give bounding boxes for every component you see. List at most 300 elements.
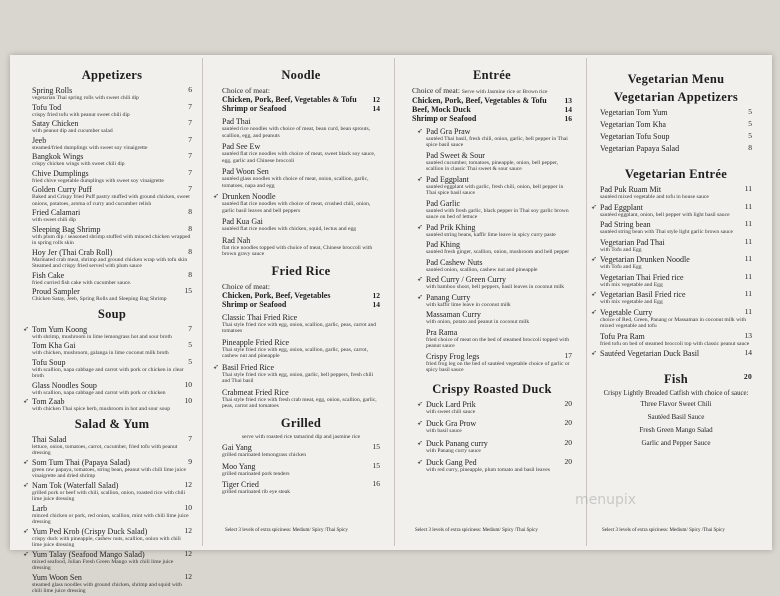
menu-item [32,435,192,457]
item-price: 12 [184,571,192,581]
item-description: sautéed string bean with Thai style light garlic brown sauce [600,229,734,235]
menu-item [600,220,752,236]
item-price: 7 [188,151,192,160]
item-name: Bangkok Wings [32,152,84,161]
menu-item [222,142,380,164]
seafood-price: 16 [564,113,572,123]
item-name: ➶ Vegetarian Basil Fried rice [600,290,686,299]
meat-line [222,291,380,300]
item-name: ➶ Som Tum Thai (Papaya Salad) [32,457,131,467]
item-price: 9 [188,456,192,466]
menu-item [32,458,192,480]
item-name: ➶ Duck Lard Prik [426,399,476,409]
seafood-price: 14 [372,299,380,309]
item-description: sautéed eggplant, onion, bell pepper with light basil sauce [600,211,730,218]
item-price: 11 [744,306,752,316]
seafood-line [222,300,380,309]
vegetarian-menu-heading: Vegetarian Menu [627,72,725,86]
item-name: ➶ Panang Curry [426,292,471,302]
fish-sauce: Three Flavor Sweet Chili [640,400,712,408]
item-name: Pad Khing [426,240,460,249]
mock-price: 14 [564,104,572,114]
item-description: choice of Red, Green, Panang or Massaman in coconut milk with mixed vegetable and tofu [600,316,747,329]
item-description: mixed seafood, Julian Fresh Green Mango with chili lime juice dressing [32,558,174,571]
menu-item [600,273,752,289]
item-name: Tofu Pra Ram [600,331,645,341]
item-price: 7 [188,134,192,144]
column-appetizers [32,66,192,596]
item-price: 7 [188,184,192,193]
item-name: Pad String bean [600,220,651,229]
item-price: 5 [188,340,192,349]
item-name: Crabmeat Fried Rice [222,387,289,397]
menu-item [32,325,192,341]
menu-item [426,293,572,309]
item-price: 15 [184,286,192,295]
spice-note: Select 3 levels of extra spiciness: Medium/ Spicy /Thai Spicy [415,528,538,533]
item-description: fried tofu on bed of steamed broccoli top with classic peanut sauce [600,340,750,347]
item-description: green raw papaya, tomatoes, string bean, peanut with chili lime juice vinaigrette and dried shrimp [32,466,186,479]
menu-item [222,338,380,360]
item-name: Tofu Soup [32,357,66,367]
grilled-subtitle: serve with roasted rice tamarind dip and jasmine rice [241,433,361,440]
item-price: 16 [372,479,380,488]
menu-item [222,167,380,189]
menu-item [32,287,192,303]
entree-heading: Entrée [473,68,511,82]
menu-item [426,127,572,149]
item-name: Vegetarian Tom Kha [600,120,666,129]
choice-of-meat [222,86,380,95]
item-description: fried choice of meat on the bed of steamed broccoli topped with peanut sauce [426,336,570,349]
item-name: ➶ Yum Ped Krob (Crispy Duck Salad) [32,526,148,536]
menu-item [222,236,380,258]
item-price: 7 [188,433,192,443]
item-description: crispy chicken wings with sweet chili dip [32,161,125,167]
menu-item [600,120,752,129]
menu-item [426,328,572,350]
item-name: Pad Thai [222,117,251,126]
item-description: sautéed glass noodles with choice of meat, onion, scallion, garlic, tomatoes, napa and egg [222,176,369,189]
item-description: with Tofu and Egg [600,246,642,253]
menu-item [222,192,380,214]
item-name: Moo Yang [222,461,256,471]
item-description: fried chive vegetable dumplings with sweet soy vinaigrette [32,177,164,184]
item-description: with sweet chili dip [32,217,76,223]
menu-item [426,419,572,435]
item-description: with shrimp, mushroom in lime lemongrass hot and sour broth [32,333,172,340]
menu-item [32,504,192,526]
item-name: ➶ Pad Eggplant [426,174,469,184]
meat-label: Chicken, Pork, Beef, Vegetables [222,290,331,300]
meat-line [222,95,380,104]
item-description: with red curry, pineapple, plum tomato and basil leaves [426,467,550,473]
item-description: grilled pork or beef with chili, scallion, onion, roasted rice with chili lime juice dressing [32,489,186,502]
menu-item [222,217,380,233]
menu-item [222,388,380,410]
item-price: 20 [564,437,572,447]
item-name: Tom Kha Gai [32,341,76,350]
item-description: with onion, potato and peanut in coconut milk [426,319,530,325]
item-description: grilled marinated pork tenders [222,470,290,477]
item-name: Vegetarian Thai Fried rice [600,272,684,282]
menu-item [222,117,380,139]
fish-price: 20 [743,372,752,381]
fish-subtitle: Crispy Lightly Breaded Catfish with choice of sauce: [603,390,749,397]
item-description: grilled marinated lemongrass chicken [222,452,307,458]
soup-heading: Soup [97,306,127,321]
item-price: 17 [564,350,572,360]
menu-item [426,352,572,374]
item-name: ➶ Tom Yum Koong [32,324,88,334]
fish-sauce: Fresh Green Mango Salad [639,426,713,434]
item-price: 8 [188,246,192,256]
item-name: ➶ Duck Panang curry [426,438,488,448]
item-description: sautéed eggplant with garlic, fresh chili, onion, bell pepper in Thai spice basil sauce [426,183,564,196]
item-price: 10 [184,396,192,405]
item-price: 12 [184,548,192,558]
item-description: with peanut dip and cucumber salad [32,128,113,134]
item-description: sautéed mixed vegetable and tofu in house sauce [600,194,709,200]
item-name: ➶ Sautéed Vegetarian Duck Basil [600,349,700,358]
item-price: 8 [188,269,192,279]
item-description: with chicken Thai spice herb, mushroom in hot and sour soup [32,406,171,412]
menu-item [600,185,752,201]
menu-item [426,175,572,197]
menu-item [600,144,752,153]
spice-note: Select 3 levels of extra spiciness: Medium/ Spicy /Thai Spicy [225,528,348,533]
item-price: 5 [188,356,192,366]
item-description: Thai style fried rice with egg, onion, scallion, garlic, peas, carrot and tomatoes [222,321,377,334]
item-description: with Tofu and Egg [600,264,642,270]
item-description: fried curried fish cake with cucumber sauce. [32,279,132,286]
menu-item [32,573,192,595]
item-price: 11 [744,184,752,193]
item-price: 8 [748,143,752,152]
item-price: 6 [188,85,192,94]
seafood-label: Shrimp or Seafood [412,113,477,123]
item-price: 14 [744,348,752,357]
item-price: 11 [744,254,752,263]
item-description: Chicken Satay, Jeeb, Spring Rolls and Sleeping Bag Shrimp [32,296,167,302]
menu-item [222,363,380,385]
menu-item [426,240,572,256]
item-name: ➶ Pad Eggplant [600,202,643,212]
meat-price: 12 [372,290,380,300]
menu-item [600,290,752,306]
fish-heading [600,372,752,387]
item-description: with scallion, napa cabbage and carrot with pork or chicken in clear broth [32,366,184,379]
item-price: 7 [188,167,192,177]
item-description: minced chicken or pork, red onion, scallion, mint with chili lime juice dressing [32,512,189,525]
menu-item [600,203,752,219]
item-description: flat rice noodles topped with choice of meat, Chinese broccoli with brown gravy sauce [222,244,373,257]
choice-note: Serve with Jasmine rice or Brown rice [461,89,548,95]
fold-line [202,58,203,546]
item-name: Spring Rolls [32,86,73,95]
item-name: Fish Cake [32,270,65,280]
item-name: ➶ Red Curry / Green Curry [426,275,506,284]
menu-item [32,103,192,119]
fold-line [394,58,395,546]
meat-label: Chicken, Pork, Beef, Vegetables & Tofu [412,95,547,105]
item-name: ➶ Vegetable Curry [600,307,653,317]
item-price: 5 [748,107,752,116]
menu-item [32,550,192,572]
item-name: Fried Calamari [32,208,81,217]
menu-item [32,481,192,503]
item-price: 5 [748,131,752,140]
menu-item [32,358,192,380]
item-description: vegetarian Thai spring rolls with sweet chili dip [32,95,139,101]
item-price: 20 [564,457,572,466]
item-description: with chicken, mushroom, galanga in lime coconut milk broth [32,350,169,356]
vegetarian-entree-heading: Vegetarian Entrée [624,167,728,181]
item-name: Larb [32,503,48,513]
seafood-price: 14 [372,104,380,113]
fried-rice-heading: Fried Rice [271,263,331,278]
item-name: Vegetarian Tofu Soup [600,132,670,141]
item-name: Vegetarian Papaya Salad [600,144,680,153]
item-description: Thai style fried rice with egg, onion, scallion, garlic, peas, carrot, cashew nut and pineapple [222,346,369,359]
item-name: Rad Nah [222,235,251,245]
item-description: grilled marinated rib eye steak [222,489,291,495]
item-name: Pineapple Fried Rice [222,337,290,347]
item-name: Satay Chicken [32,119,79,128]
item-name: ➶ Drunken Noodle [222,192,276,201]
menu-item [426,275,572,291]
item-name: Gai Yang [222,443,252,452]
item-name: Thai Salad [32,434,67,444]
menu-item [426,458,572,474]
item-price: 7 [188,118,192,127]
menu-item [426,439,572,455]
item-price: 10 [184,379,192,389]
menu-item [32,381,192,397]
item-description: sautéed with fresh garlic, black pepper in Thai soy garlic brown sauce on bed of lettuce [426,207,569,220]
item-price: 13 [744,330,752,340]
item-name: Chive Dumplings [32,168,89,178]
menu-item [600,332,752,348]
menu-item [32,271,192,287]
meat-price: 12 [372,95,380,104]
fish-sauce: Sautéed Basil Sauce [647,413,705,421]
item-name: Pad Sweet & Sour [426,150,485,160]
menu-item [222,313,380,335]
item-description: with bamboo shoot, bell peppers, basil leaves in coconut milk [426,284,565,290]
item-price: 12 [184,479,192,489]
item-price: 11 [744,219,752,228]
item-name: ➶ Duck Gra Prow [426,419,477,428]
seafood-label: Shrimp or Seafood [222,299,287,309]
menu-item [32,527,192,549]
menu-item [32,185,192,207]
item-name: ➶ Nam Tok (Waterfall Salad) [32,480,119,490]
item-name: Yum Woon Sen [32,572,82,582]
choice-label: Choice of meat: [412,86,460,95]
item-price: 15 [372,442,380,451]
menu-item [32,225,192,247]
menu-item [600,349,752,358]
item-name: Glass Noodles Soup [32,380,97,390]
watermark: menupix [575,492,637,508]
item-description: with plum dip / seasoned shrimp stuffed with minced chicken wrapped in spring rolls skin [32,233,191,246]
item-description: sautéed rice noodles with choice of meat, bean curd, bean sprouts, scallion, egg, and peanuts [222,126,371,139]
item-name: ➶ Tom Zaab [32,397,65,406]
menu-item [426,310,572,326]
mock-line [412,105,572,114]
salad-heading: Salad & Yum [74,416,150,431]
item-price: 7 [188,101,192,111]
column-noodle-rice [222,66,380,499]
item-description: with mix vegetable and Egg [600,299,663,305]
fish-title: Fish [663,372,689,386]
item-price: 8 [188,207,192,216]
item-name: Pad Kua Gai [222,217,263,226]
seafood-line [412,114,572,123]
item-name: Pad Cashew Nuts [426,257,483,267]
item-name: Pad Puk Ruam Mit [600,185,662,194]
item-description: steamed glass noodles with ground chicken, shrimp and squid with chili lime juice dressing [32,581,182,594]
menu-item [222,480,380,496]
entree-items [412,127,572,374]
choice-label: Choice of meat: [222,86,270,95]
item-name: Vegetarian Pad Thai [600,237,665,247]
item-description: with Panang curry sauce [426,447,481,454]
crispy-duck-heading: Crispy Roasted Duck [432,381,552,396]
item-name: Tiger Cried [222,480,259,489]
item-price: 11 [744,236,752,246]
column-entree [412,66,572,478]
item-description: Thai style fried rice with egg, onion, garlic, bell peppers, fresh chili and Thai basil [222,371,374,384]
item-price: 20 [564,418,572,427]
item-price: 5 [748,119,752,128]
item-description: with basil sauce [426,428,462,434]
choice-of-meat [222,282,380,291]
item-name: Tofu Tod [32,102,62,112]
meat-price: 13 [564,95,572,105]
choice-of-meat [412,86,572,96]
item-name: Pad Garlic [426,198,460,208]
item-description: steamed/fried dumplings with sweet soy vinaigrette [32,144,148,151]
item-description: sautéed cucumber, tomatoes, pineapple, onion, bell pepper, scallion in classic Thai sweet & sour sauce [426,159,559,172]
menu-item [426,400,572,416]
item-name: Pad See Ew [222,142,261,151]
menu-item [426,223,572,239]
menu-item [32,248,192,270]
item-name: ➶ Pad Prik Khing [426,222,476,232]
menu-item [600,132,752,141]
menu-item [32,397,192,413]
menu-item [426,199,572,221]
item-description: sautéed flat rice noodles with choice of meat, crushed chili, onion, garlic basil leaves and bell peppers [222,201,371,214]
menu-item [32,169,192,185]
menu-item [600,255,752,271]
menu-item [32,136,192,152]
item-name: ➶ Duck Gang Ped [426,458,477,467]
item-name: ➶ Pad Gra Praw [426,126,471,136]
menu-item [222,462,380,478]
item-description: with sweet chili sauce [426,408,476,415]
grilled-heading: Grilled [280,415,322,430]
item-price: 8 [188,223,192,233]
meat-line [412,96,572,105]
menu-item [426,151,572,173]
item-price: 15 [372,460,380,470]
item-price: 7 [188,323,192,333]
item-price: 20 [564,398,572,408]
item-price: 11 [744,271,752,281]
spice-note: Select 3 levels of extra spiciness: Medium/ Spicy /Thai Spicy [602,528,725,533]
item-name: Sleeping Bag Shrimp [32,224,101,234]
item-name: Vegetarian Tom Yum [600,108,668,117]
item-name: Pad Woon Sen [222,167,269,176]
item-name: Classic Thai Fried Rice [222,312,298,322]
item-name: ➶ Vegetarian Drunken Noodle [600,255,690,264]
item-description: with kaffir lime leave in coconut milk [426,301,511,308]
item-name: Massaman Curry [426,310,481,319]
mock-label: Beef, Mock Duck [412,104,471,114]
menu-item [222,443,380,459]
item-name: Proud Sampler [32,287,80,296]
item-name: Pra Rama [426,327,458,337]
fish-sauce: Garlic and Pepper Sauce [641,439,711,447]
fold-line [586,58,587,546]
item-description: fried frog leg on the bed of sautéed vegetable choice of garlic or spicy basil sauce [426,360,570,373]
duck-items [412,400,572,474]
menu-item [600,308,752,330]
vegetarian-appetizers-heading: Vegetarian Appetizers [613,90,739,104]
item-description: sautéed flat rice noodles with chicken, squid, lectus and egg [222,226,357,232]
item-name: ➶ Basil Fried Rice [222,362,274,372]
item-description: sautéed Thai basil, fresh chili, onion, garlic, bell pepper in Thai spice basil sauce [426,135,568,148]
item-description: sautéed flat rice noodles with choice of meat, sweet black soy sauce, egg, garlic and Chinese broccoli [222,151,376,164]
column-vegetarian [600,66,752,452]
item-name: ➶ Yum Talay (Seafood Mango Salad) [32,549,145,559]
appetizers-heading: Appetizers [81,68,143,82]
noodle-heading: Noodle [281,68,321,82]
seafood-label: Shrimp or Seafood [222,104,287,113]
item-description: sautéed fresh ginger, scallion, onion, mushroom and bell pepper [426,249,570,255]
item-description: lettuce, onion, tomatoes, carrot, cucumber, fried tofu with peanut dressing [32,443,178,456]
meat-label: Chicken, Pork, Beef, Vegetables & Tofu [222,95,357,104]
item-description: with mix vegetable and Egg [600,281,663,288]
item-name: Hoy Jer (Thai Crab Roll) [32,247,113,257]
item-price: 10 [184,502,192,512]
menu-item [32,341,192,357]
item-description: sautéed string beans, kaffir lime leave in spicy curry paste [426,231,556,238]
item-price: 11 [744,201,752,211]
item-description: sautéed onion, scallion, cashew nut and pineapple [426,266,538,273]
menu-item [426,258,572,274]
menu-item [32,208,192,224]
menu-item [32,86,192,102]
item-description: Marinated crab meat, shrimp and ground chicken wrap with tofu skin Steamed and crispy fried served with plum sauce [32,256,188,269]
choice-label: Choice of meat: [222,281,270,291]
item-description: crispy duck with pineapple, cashew nuts, scallion, onion with chili lime juice dressing [32,535,181,548]
item-price: 12 [184,525,192,535]
item-name: Golden Curry Puff [32,185,92,194]
menu-item [600,238,752,254]
item-name: Crispy Frog legs [426,351,480,361]
item-description: Baked and Crispy fried Puff pastry stuffed with ground chicken, sweet onions, potatoes, aroma of curry and cucumber relish [32,194,190,207]
item-description: Thai style fried rice with fresh crab meat, egg, onion, scallion, garlic, peas, carrot and tomatoes [222,396,377,409]
item-price: 11 [744,289,752,298]
menu-item [32,119,192,135]
item-description: crispy fried tofu with peanut sweet chili dip [32,111,130,118]
menu-item [600,108,752,117]
item-name: Jeeb [32,135,47,145]
